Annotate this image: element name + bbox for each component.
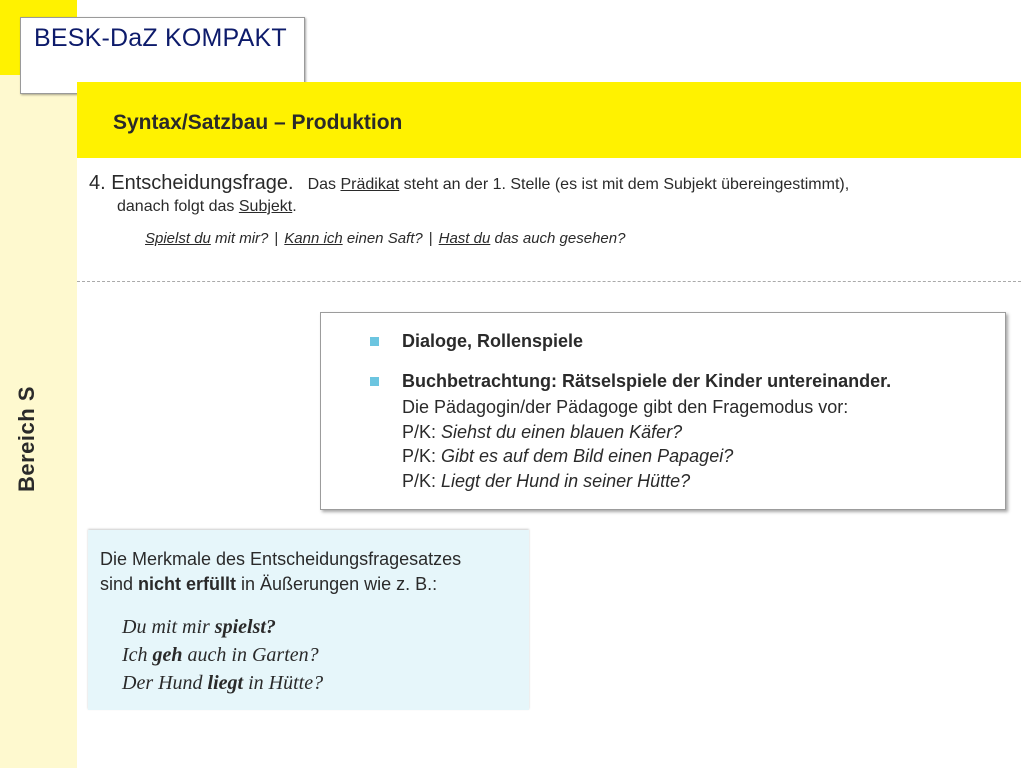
rule-number-title: 4. Entscheidungsfrage. <box>89 172 294 194</box>
pk-prefix: P/K: <box>402 446 442 466</box>
rule-subjekt: Subjekt <box>238 198 293 215</box>
rule-examples <box>145 230 625 247</box>
info-example-text: in Hütte? <box>243 672 324 694</box>
example-separator: | <box>274 230 279 247</box>
pk-question-text: Liegt der Hund in seiner Hütte? <box>441 471 691 491</box>
info-example-1 <box>122 616 276 639</box>
info-text: in Äußerungen wie z. B.: <box>236 574 438 594</box>
info-box <box>88 530 529 710</box>
dotted-divider <box>77 281 1021 282</box>
info-example-text: Der Hund <box>122 672 208 694</box>
rule-text: . <box>292 198 297 215</box>
info-example-text: Ich <box>122 644 153 666</box>
pk-prefix: P/K: <box>402 471 442 491</box>
info-line-1: Die Merkmale des Entscheidungsfragesatzes <box>100 549 462 569</box>
rule-pradikat: Prädikat <box>340 176 400 193</box>
pk-question <box>402 446 733 467</box>
activity-item-2-title: Buchbetrachtung: Rätselspiele der Kinder untereinander. <box>402 371 892 391</box>
side-label: Bereich S <box>14 386 39 492</box>
header-band <box>77 82 1021 158</box>
example-rest: mit mir? <box>210 230 269 247</box>
header-title: Syntax/Satzbau – Produktion <box>113 111 403 134</box>
info-bold: nicht erfüllt <box>138 574 237 594</box>
info-example-text: auch in Garten? <box>182 644 319 666</box>
pk-prefix: P/K: <box>402 422 442 442</box>
info-example-2 <box>122 644 319 667</box>
rule-line-1 <box>89 172 849 195</box>
pk-question <box>402 471 690 492</box>
info-line-2 <box>100 574 437 595</box>
pk-question <box>402 422 682 443</box>
info-example-bold: liegt <box>207 672 244 694</box>
activity-box <box>320 312 1006 510</box>
bullet-icon <box>370 377 379 386</box>
rule-text: steht an der 1. Stelle (es ist mit dem Subjekt übereingestimmt), <box>399 176 850 193</box>
activity-item-1: Dialoge, Rollenspiele <box>402 331 584 351</box>
info-example-bold: geh <box>152 644 183 666</box>
activity-item-2-desc: Die Pädagogin/der Pädagoge gibt den Fragemodus vor: <box>402 397 849 417</box>
pk-question-text: Siehst du einen blauen Käfer? <box>441 422 683 442</box>
rule-text: Das <box>307 176 341 193</box>
example-underlined: Hast du <box>438 230 491 247</box>
info-text: sind <box>100 574 139 594</box>
rule-line-2 <box>117 198 297 216</box>
example-underlined: Spielst du <box>145 230 211 247</box>
slide-title: BESK-DaZ KOMPAKT <box>34 24 287 52</box>
info-example-text: Du mit mir <box>122 616 215 638</box>
bullet-icon <box>370 337 379 346</box>
example-underlined: Kann ich <box>284 230 343 247</box>
pk-question-text: Gibt es auf dem Bild einen Papagei? <box>441 446 734 466</box>
example-rest: einen Saft? <box>342 230 423 247</box>
info-example-bold: spielst? <box>214 616 276 638</box>
example-rest: das auch gesehen? <box>490 230 626 247</box>
example-separator: | <box>428 230 433 247</box>
info-example-3 <box>122 672 323 695</box>
rule-text: danach folgt das <box>117 198 239 215</box>
